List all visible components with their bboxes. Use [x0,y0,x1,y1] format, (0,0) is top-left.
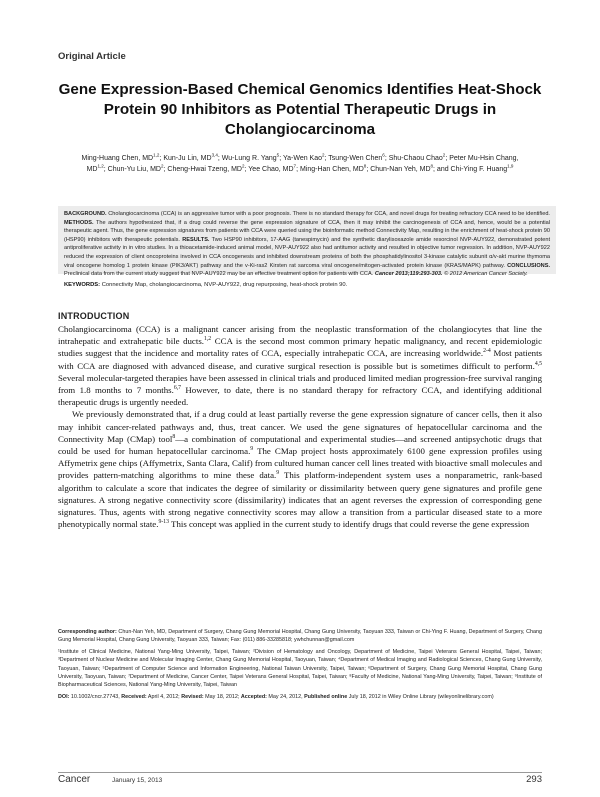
body-text-run: Several molecular-targeted therapies have been assessed in clinical trials and produced limited median progression-free survival ranging from 1.8 months to 7 months. [58,372,542,396]
introduction-heading: INTRODUCTION [58,311,130,321]
abstract-results-label: RESULTS. [182,236,210,243]
issue-date: January 15, 2013 [112,777,163,784]
citation-sup: 8 [172,433,176,440]
abstract-background-text: Cholangiocarcinoma (CCA) is an aggressive tumor with a poor prognosis. There is no standard therapy for CCA, and novel drugs for treating refractory CCA need to be identified. [106,211,550,217]
footnotes [58,628,542,704]
body-paragraph [58,408,542,530]
abstract-conclusions-label: CONCLUSIONS. [507,262,550,269]
affiliations-note: ¹Institute of Clinical Medicine, National Yang-Ming University, Taipei, Taiwan; ²Division of Hematology and Oncology, Department of Medicine, Taipei Veterans General Hospital, Taipei, Taiwan; ³Department of Nuclear Medicine and Molecular Imaging Center, Chang Gung Memorial Hospital, Taoyuan, Taiwan; ⁴Department of Medical Imaging and Radiological Sciences, Chang Gung University, Taoyuan, Taiwan; ⁵Department of Computer Science and Information Engineering, National Taiwan University, Taipei, Taiwan; ⁶Department of Surgery, Chang Gung Memorial Hospital, Chang Gung University, Taoyuan, Taiwan; ⁷Department of Medicine, Cancer Center, Taipei Veterans General Hospital, Taipei, Taiwan; ⁸Faculty of Medicine, National Yang-Ming University, Taipei, Taiwan; ⁹Institute of Biopharmaceutical Sciences, National Yang-Ming University, Taipei, Taiwan [58,648,542,689]
citation-sup: 4,5 [534,360,542,367]
abstract-background-label: BACKGROUND. [64,211,107,217]
author-text: ; Cheng-Hwai Tzeng, MD [163,165,242,173]
author-affiliation-sup: 7 [293,163,297,169]
author-text: ; Chun-Yu Liu, MD [103,165,161,173]
author-affiliation-sup: 8 [430,163,434,169]
citation-sup: 9-13 [158,519,169,526]
doi-label: DOI: [58,693,70,700]
corresponding-author-note [58,628,542,645]
received-label: Received: [121,693,147,700]
abstract-citation: Cancer 2013;119:293-303. [374,271,443,278]
abstract-copyright: © 2012 American Cancer Society. [442,271,528,278]
abstract-box [58,206,556,278]
author-affiliation-sup: 2 [160,163,164,169]
author-text: ; Tsung-Wen Chen [324,155,383,162]
journal-name: Cancer [58,774,91,785]
body-text-run: Most patients with CCA are diagnosed with advanced disease, and curative surgical resection is possible but is sometimes difficult to perform. [58,348,542,371]
published-date: July 18, 2012 in Wiley Online Library (wileyonlinelibrary.com) [347,693,494,700]
body-text-run: This platform-independent system uses a nonparametric, rank-based algorithm to calculate a score that indicates the degree of similarity or dissimilarity between query gene signatures and profile gene signatures. A strong negative connectivity score (dissimilarity) indicates that an agent reverses the expression of corresponding gene signatures. Thus, agents with strong negative connectivity scores may allow a transition from a particular diseased state to a more phenotypically normal state. [58,470,542,530]
author-text: ; Wu-Lung R. Yang [217,155,277,162]
footer-divider [58,772,542,773]
citation-sup: 9 [250,446,254,453]
author-affiliation-sup: 2 [442,152,446,158]
body-text [58,323,542,530]
author-text: Ming-Huang Chen, MD [81,155,154,162]
section-label: Original Article [58,51,126,62]
author-affiliation-sup: 6 [382,152,385,158]
published-label: Published online [304,693,348,700]
revised-date: May 18, 2012; [203,693,241,700]
received-date: April 4, 2012; [146,693,182,700]
author-text: ; Ming-Han Chen, MD [296,165,364,173]
author-affiliation-sup: 2 [241,163,245,169]
keywords-text: Connectivity Map, cholangiocarcinoma, NVP-AUY922, drug repurposing, heat-shock protein 90. [100,282,348,288]
author-text: ; Yee Chao, MD [244,165,294,173]
abstract-conclusions-text: Preclinical data from the current study suggest that NVP-AUY922 may be an effective treatment option for patients with CCA. [64,271,375,278]
body-paragraph [58,323,542,408]
author-affiliation-sup: 1,2 [153,152,160,158]
article-title: Gene Expression-Based Chemical Genomics Identifies Heat-Shock Protein 90 Inhibitors as Potential Therapeutic Drugs in Cholangiocarcinoma [58,81,542,138]
body-text-run: The CMap project hosts approximately 6100 gene expression profiles using Affymetrix gene chips (Affymetrix, Santa Clara, Calif) from cultured human cancer cell lines treated with bioactive small molecules and provides pattern-matching algorithms to mine these data. [58,446,542,481]
accepted-date: May 24, 2012, [266,693,305,700]
body-text-run: However, to date, there is no standard therapy for refractory CCA, and identifying additional therapeutic drugs is urgently needed. [58,385,542,408]
body-text-run: —a combination of computational and experimental studies—and screened antipsychotic drugs that could be used for human hepatocellular carcinoma. [58,433,542,457]
abstract-results-text: Two HSP90 inhibitors, 17-AAG (tanespimycin) and the synthetic diarylisoxazole amide resorcinol NVP-AUY922, demonstrated potent antiproliferative activity in in vitro studies. In a thioacetamide-induced animal model, NVP-AUY922 also had antitumor activity and resulted in objective tumor regression. In addition, NVP-AUY922 reduced the expression of client oncoproteins involved in CCA oncogenesis and inhibited downstream proteins of both the phosphatidylinositol 3-kinase catalytic subunit α/v-akt murine thymoma viral oncogene homolog 1 protein kinase (PIK3/AKT) pathway and the v-Ki-ras2 Kirsten rat sarcoma viral oncogene/mitogen-activated protein kinase (KRAS/MAPK) pathway. [64,236,550,269]
author-text: ; Ya-Wen Kao [279,155,323,162]
author-text: ; Peter Mu-Hsin Chang, MD [86,155,519,173]
body-text-run: We previously demonstrated that, if a drug could at least partially reverse the gene expression signature of cancer cells, then it also may inhibit cancer-related pathways and, thus, treat cancer. We used the gene signatures of hepatocellular carcinoma and the Connectivity Map (CMap) tool [58,409,542,444]
body-text-run: Cholangiocarcinoma (CCA) is a malignant cancer arising from the neoplastic transformation of the cholangiocytes that line the intrahepatic and extrahepatic bile ducts. [58,324,542,347]
corresponding-author-label: Corresponding author: [58,629,117,635]
revised-label: Revised: [181,693,204,700]
body-text-run: This concept was applied in the current study to identify drugs that could reverse the gene expression [169,519,530,530]
author-text: ; Kun-Ju Lin, MD [159,155,212,162]
author-affiliation-sup: 1,2 [97,163,104,169]
author-affiliation-sup: 8 [363,163,367,169]
author-text: ; and Chi-Ying F. Huang [433,165,508,173]
doi-text: 10.1002/cncr.27743, [69,693,122,700]
corresponding-author-text: Chun-Nan Yeh, MD, Department of Surgery, Chang Gung Memorial Hospital, Chang Gung University, Taoyuan 333, Taiwan or Chi-Ying F. Huang, Department of Surgery, Chang Gung Memorial Hospital, Chang Gung University, Taoyuan 333, Taiwan; Fax: (011) 886-33285818; ywhchunnan@gmail.com [58,629,542,644]
author-affiliation-sup: 2 [322,152,325,158]
abstract-methods-label: METHODS. [64,219,94,226]
author-affiliation-sup: 5 [276,152,280,158]
publication-history [58,693,542,701]
citation-sup: 9 [276,470,280,477]
author-affiliation-sup: 3,4 [211,152,218,158]
author-text: ; Shu-Chaou Chao [384,155,443,162]
page-number: 293 [526,774,542,785]
accepted-label: Accepted: [240,693,267,700]
citation-sup: 6,7 [173,385,181,392]
citation-sup: 2-4 [483,348,491,355]
author-list [80,154,520,175]
keywords-line [64,282,544,288]
keywords-label: KEYWORDS: [64,282,101,288]
author-affiliation-sup: 1,9 [507,163,514,169]
body-text-run: CCA is the second most common primary hepatic malignancy, and recent epidemiologic studies suggest that the incidence and mortality rates of CCA, especially intrahepatic CCA, are increasing worldwide. [58,336,542,359]
abstract-methods-text: The authors hypothesized that, if a drug could reverse the gene expression signature of CCA, then it may inhibit the carcinogenesis of CCA and, hence, would be a potential therapeutic agent. Thus, the gene expression signatures from patients with CCA were queried using the bioinformatic method Connectivity Map, resulting in the enrichment of heat-shock protein 90 (HSP90) inhibitors with therapeutic potentials. [64,219,550,243]
citation-sup: 1,2 [203,336,212,343]
author-text: ; Chun-Nan Yeh, MD [366,165,431,173]
